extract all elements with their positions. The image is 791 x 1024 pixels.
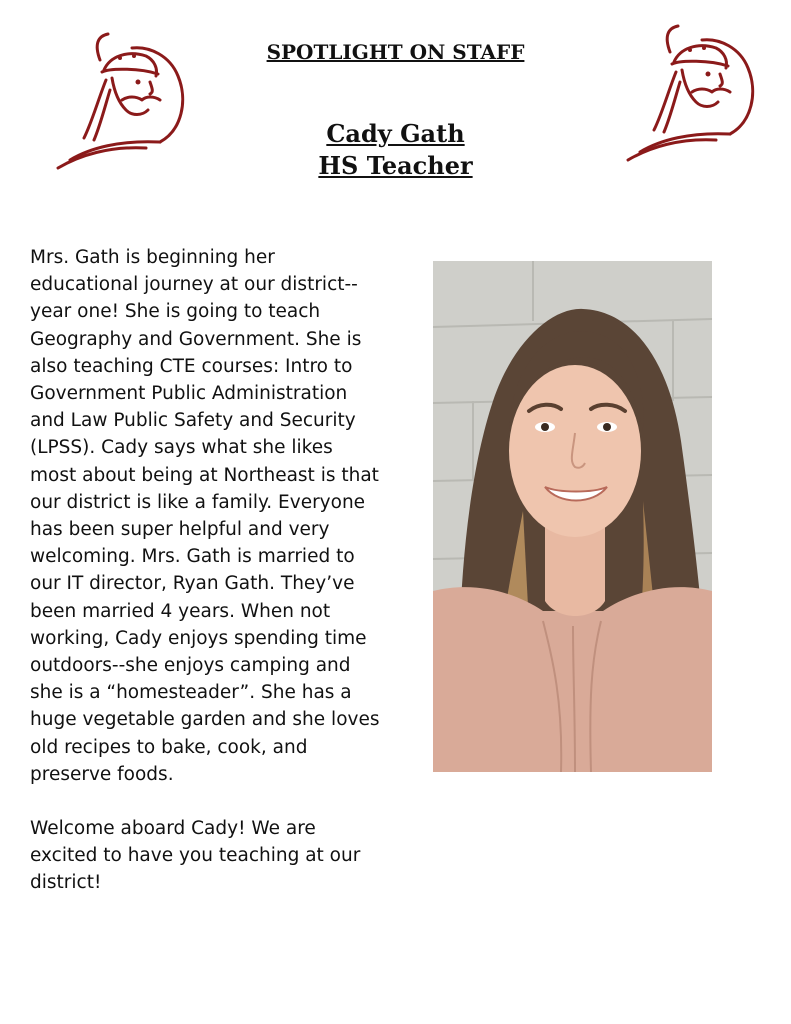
staff-photo — [433, 261, 712, 772]
bio-paragraph: Mrs. Gath is beginning her educational journey at our district--year one! She is going to teach Geography and Government. She is also teaching CTE courses: Intro to Government Public Administration and Law Public Safety and Security (LPSS). Cady says what she likes most about being at Northeast is that our district is like a family. Everyone has been super helpful and very welcoming. Mrs. Gath is married to our IT director, Ryan Gath. They’ve been married 4 years. When not working, Cady enjoys spending time outdoors--she enjoys camping and she is a “homesteader”. She has a huge vegetable garden and she loves old recipes to bake, cook, and preserve foods. — [30, 247, 380, 785]
staff-heading — [0, 118, 791, 182]
staff-bio — [30, 244, 380, 924]
bio-paragraph: Welcome aboard Cady! We are excited to have you teaching at our district! — [30, 818, 361, 894]
staff-name: Cady Gath — [326, 119, 465, 148]
staff-role: HS Teacher — [318, 151, 473, 180]
page-title: SPOTLIGHT ON STAFF — [266, 40, 525, 64]
